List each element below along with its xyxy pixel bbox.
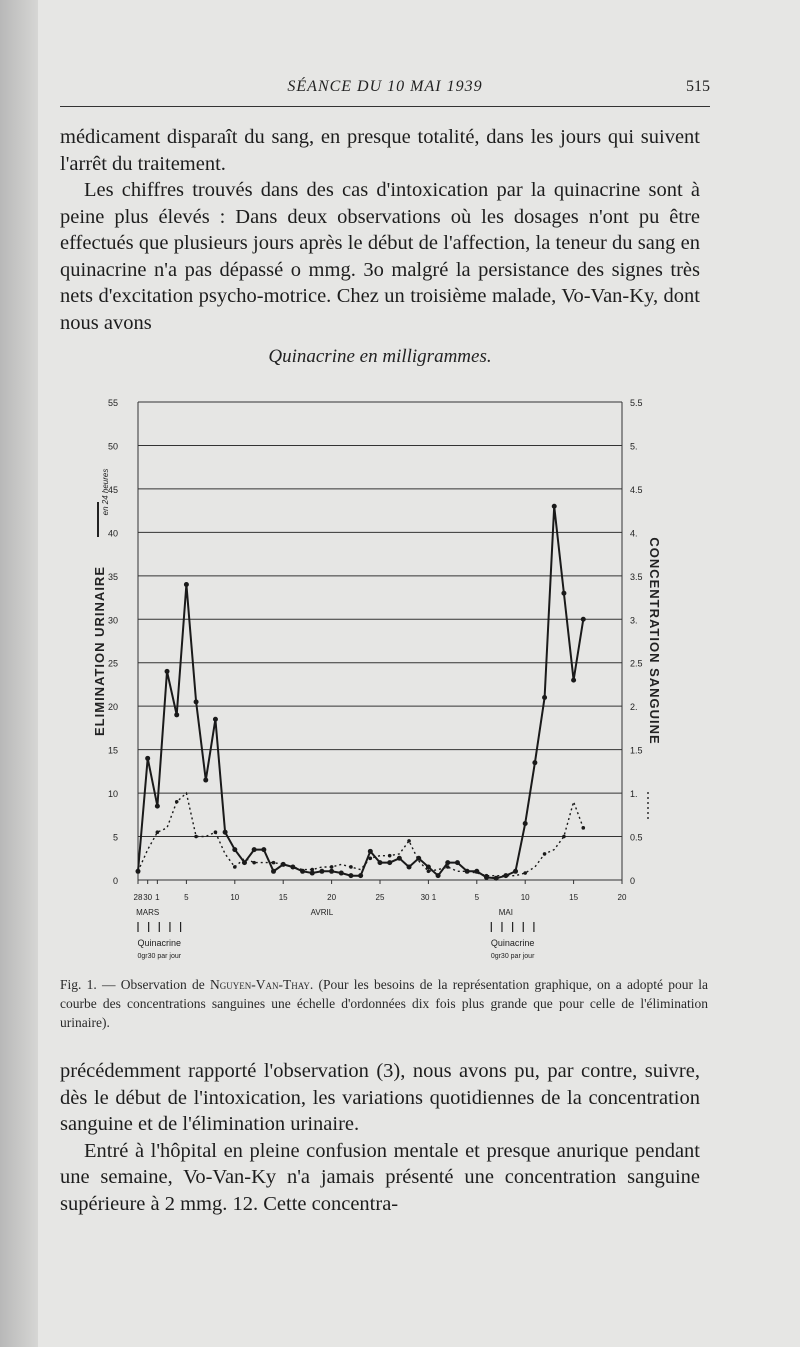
x-tick-label: 30 1 [420, 893, 437, 902]
left-tick-label: 20 [107, 702, 118, 713]
month-label: MAI [498, 908, 513, 917]
paragraph: Entré à l'hôpital en pleine confusion mentale et presque anurique pendant une semaine, Vo-Van-Ky n'a jamais présenté une concentration sanguine supérieure à 2 mmg. 12. Cette concentra- [60, 1139, 700, 1215]
data-point-urinary [174, 712, 179, 717]
data-point-blood [446, 865, 450, 869]
left-tick-label: 15 [107, 745, 118, 756]
data-point-blood [233, 865, 237, 869]
x-tick-label: 1 [155, 893, 160, 902]
data-point-urinary [552, 504, 557, 509]
dose-amount: 0gr30 par jour [137, 953, 182, 960]
figure-title: Quinacrine en milligrammes. [268, 346, 492, 367]
right-tick-label: 3. [630, 615, 638, 626]
data-point-urinary [339, 871, 344, 876]
data-point-blood [465, 870, 469, 874]
left-tick-label: 10 [107, 789, 118, 800]
data-point-urinary [358, 873, 363, 878]
data-point-blood [310, 868, 314, 872]
x-tick-label: 10 [230, 893, 240, 902]
right-tick-label: 5.5 [630, 398, 643, 408]
left-tick-label: 35 [107, 571, 118, 582]
x-tick-label: 5 [184, 893, 189, 902]
data-point-blood [369, 856, 373, 860]
x-tick-label: 15 [569, 893, 579, 902]
month-label: MARS [136, 908, 160, 917]
left-tick-label: 30 [107, 615, 118, 626]
right-tick-label: 2.5 [630, 658, 643, 669]
right-tick-label: 2. [630, 702, 638, 713]
x-tick-label: 20 [327, 893, 337, 902]
data-point-urinary [532, 760, 537, 765]
data-point-blood [252, 861, 256, 865]
figure-caption-post: . (Pour les besoins de la représentation graphique, on a adopté pour la courbe des concentrations sanguines une échelle d'ordonnées dix fois plus grande que pour celle de l'élimination urinaire). [60, 977, 709, 1030]
data-point-blood [427, 870, 431, 874]
data-point-urinary [436, 873, 441, 878]
data-point-blood [156, 830, 160, 834]
figure-caption-pre: Observation de [120, 977, 205, 992]
data-point-urinary [213, 717, 218, 722]
data-point-urinary [203, 778, 208, 783]
left-axis-unit: en 24 heures [101, 468, 110, 516]
x-tick-label: 10 [520, 893, 530, 902]
left-tick-label: 40 [107, 528, 118, 539]
x-tick-label: 15 [278, 893, 288, 902]
left-tick-label: 45 [107, 484, 118, 495]
data-point-urinary [194, 699, 199, 704]
data-point-urinary [561, 591, 566, 596]
data-point-blood [388, 854, 392, 858]
data-point-urinary [513, 869, 518, 874]
data-point-urinary [232, 847, 237, 852]
data-point-urinary [252, 847, 257, 852]
chart-marks [98, 502, 648, 881]
data-point-blood [272, 861, 276, 865]
data-point-blood [504, 874, 508, 878]
data-point-urinary [261, 847, 266, 852]
data-point-urinary [523, 821, 528, 826]
data-point-urinary [271, 869, 276, 874]
right-tick-label: 3.5 [630, 571, 643, 582]
x-tick-label: 28 [133, 893, 143, 902]
page-number: 515 [686, 78, 710, 95]
paragraph: médicament disparaît du sang, en presque totalité, dans les jours qui suivent l'arrêt du traitement. [60, 126, 700, 175]
running-title: SÉANCE DU 10 MAI 1939 [287, 78, 483, 95]
data-point-urinary [445, 860, 450, 865]
data-point-blood [330, 865, 334, 869]
dose-label: Quinacrine [490, 938, 535, 948]
left-tick-label: 55 [107, 398, 118, 408]
data-point-blood [407, 839, 411, 843]
header-rule [60, 106, 710, 107]
left-tick-label: 50 [107, 441, 118, 452]
right-tick-label: 4. [630, 528, 638, 539]
data-point-blood [349, 865, 353, 869]
data-point-urinary [242, 860, 247, 865]
running-header [60, 78, 710, 102]
data-point-blood [562, 835, 566, 839]
figure-label: Fig. 1. [60, 977, 97, 992]
patient-name: Nguyen-Van-Thay [210, 977, 310, 992]
data-point-urinary [165, 669, 170, 674]
data-point-urinary [494, 876, 499, 881]
data-point-urinary [319, 869, 324, 874]
data-point-urinary [407, 864, 412, 869]
right-tick-label: 5. [630, 441, 638, 452]
right-tick-label: 0 [630, 876, 636, 886]
chart-labels [92, 398, 662, 960]
data-point-urinary [329, 869, 334, 874]
data-point-urinary [184, 582, 189, 587]
data-point-blood [523, 871, 527, 875]
chart-grid [138, 402, 622, 880]
figure-dash: — [102, 977, 116, 992]
body-text-top [60, 124, 700, 336]
data-point-urinary [368, 849, 373, 854]
left-tick-label: 25 [107, 658, 118, 669]
data-point-urinary [145, 756, 150, 761]
paragraph: précédemment rapporté l'observation (3), nous avons pu, par contre, suivre, dès le début de l'intoxication, les variations quotidiennes de la concentration sanguine et de l'élimination urinaire. [60, 1060, 700, 1135]
month-label: AVRIL [310, 908, 334, 917]
data-point-blood [543, 852, 547, 856]
data-point-blood [291, 865, 295, 869]
left-tick-label: 0 [112, 876, 118, 886]
data-point-urinary [397, 856, 402, 861]
right-tick-label: 1. [630, 789, 638, 800]
data-point-urinary [581, 617, 586, 622]
body-text-bottom [60, 1058, 700, 1217]
data-point-blood [581, 826, 585, 830]
data-point-blood [485, 874, 489, 878]
data-point-urinary [348, 873, 353, 878]
data-point-urinary [455, 860, 460, 865]
dose-amount: 0gr30 par jour [490, 953, 535, 960]
series-line-urinary [138, 506, 583, 878]
x-tick-label: 30 [143, 893, 153, 902]
dose-label: Quinacrine [137, 938, 182, 948]
right-axis-title: CONCENTRATION SANGUINE [647, 537, 662, 745]
x-tick-label: 5 [474, 893, 480, 902]
data-point-blood [175, 800, 179, 804]
data-point-urinary [155, 804, 160, 809]
right-tick-label: 0.5 [630, 832, 643, 843]
data-point-urinary [542, 695, 547, 700]
left-axis-title: ELIMINATION URINAIRE [92, 566, 107, 736]
right-tick-label: 1.5 [630, 745, 643, 756]
paragraph: Les chiffres trouvés dans des cas d'intoxication par la quinacrine sont à peine plus élevés : Dans deux observations où les dosages n'ont pu être effectués que plusieurs jours après le début de l'affection, la teneur du sang en quinacrine n'a pas dépassé o mmg. 3o malgré la persistance des signes très nets d'excitation psycho-motrice. Chez un troisième malade, Vo-Van-Ky, dont nous avons [60, 179, 700, 334]
data-point-blood [214, 830, 218, 834]
chart [0, 380, 800, 980]
x-tick-label: 25 [375, 893, 385, 902]
data-point-urinary [571, 678, 576, 683]
x-tick-label: 20 [617, 893, 627, 902]
right-tick-label: 4.5 [630, 484, 643, 495]
data-point-urinary [223, 830, 228, 835]
left-tick-label: 5 [112, 832, 118, 843]
data-point-blood [194, 835, 198, 839]
data-point-urinary [387, 860, 392, 865]
data-point-blood [136, 870, 140, 874]
data-point-urinary [378, 860, 383, 865]
figure-caption [60, 975, 708, 1032]
